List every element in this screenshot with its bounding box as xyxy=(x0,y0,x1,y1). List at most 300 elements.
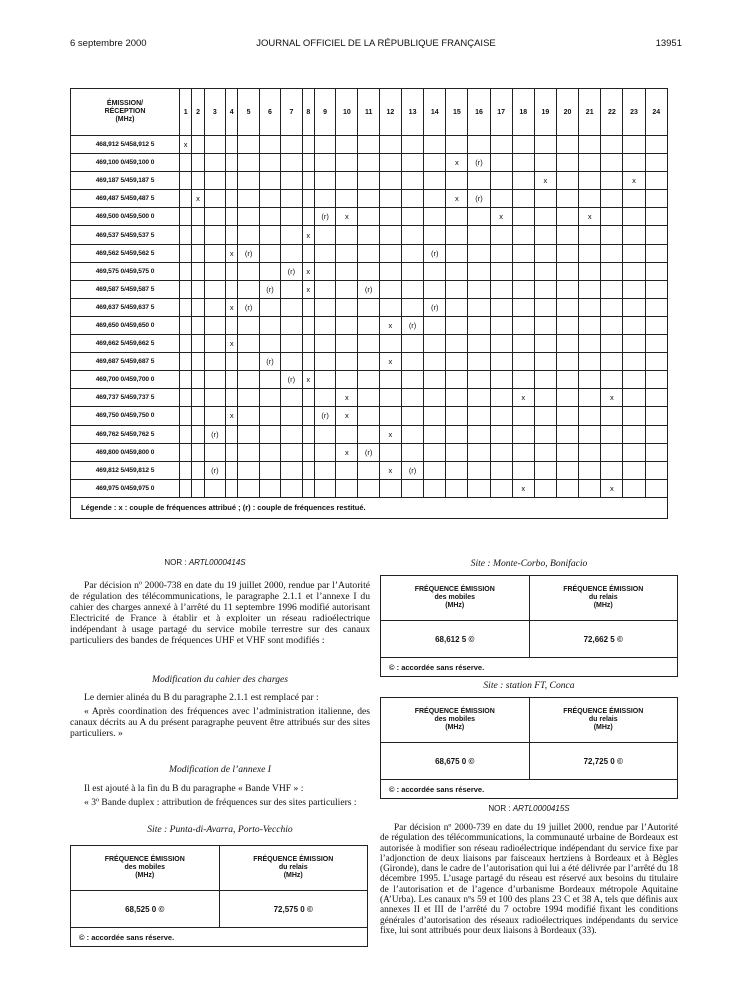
allocation-cell xyxy=(336,353,358,371)
relay-frequency-header xyxy=(529,576,678,621)
allocation-cell xyxy=(238,226,259,244)
frequency-pair: 469,100 0/459,100 0 xyxy=(71,154,180,172)
allocation-cell xyxy=(314,298,335,316)
allocation-cell xyxy=(302,172,314,190)
allocation-cell xyxy=(446,371,468,389)
frequency-pair: 469,500 0/459,500 0 xyxy=(71,208,180,226)
allocation-cell xyxy=(358,154,379,172)
allocation-cell xyxy=(623,262,645,280)
allocation-cell xyxy=(259,262,280,280)
allocation-cell xyxy=(601,353,623,371)
allocation-cell: (r) xyxy=(281,371,302,389)
allocation-cell xyxy=(238,407,259,425)
column-header: 18 xyxy=(512,89,534,136)
allocation-cell xyxy=(314,136,335,154)
allocation-cell xyxy=(281,226,302,244)
allocation-cell xyxy=(534,443,556,461)
allocation-cell xyxy=(358,389,379,407)
allocation-cell: x xyxy=(226,298,238,316)
allocation-cell xyxy=(579,226,601,244)
allocation-cell xyxy=(336,316,358,334)
allocation-cell xyxy=(281,425,302,443)
allocation-cell xyxy=(534,208,556,226)
allocation-cell xyxy=(468,425,490,443)
allocation-cell xyxy=(314,190,335,208)
allocation-cell xyxy=(204,316,225,334)
allocation-cell: (r) xyxy=(358,280,379,298)
allocation-cell xyxy=(468,407,490,425)
allocation-cell xyxy=(192,479,204,497)
frequency-pair: 469,650 0/459,650 0 xyxy=(71,316,180,334)
allocation-cell xyxy=(180,154,192,172)
allocation-cell xyxy=(579,244,601,262)
allocation-cell xyxy=(379,136,401,154)
allocation-cell xyxy=(204,353,225,371)
allocation-cell xyxy=(601,298,623,316)
site-frequency-table xyxy=(70,845,368,947)
allocation-cell xyxy=(468,461,490,479)
decision-paragraph: Par décision nº 2000-739 en date du 19 juillet 2000, rendue par l’Autorité de régulation des télécommunications, la communauté urbaine de Bordeaux est autorisée à modifier son réseau radioélectrique indépendant du service fixe par l’adjonction de deux liaisons par faisceaux hertziens à Bordeaux et à Bègles (Gironde), dans le cadre de l’autorisation qui lui a été délivrée par l’arrêté du 18 décembre 1995. L’usage partagé du réseau est réservé aux besoins du titulaire de l’autorisation et de l’agence d’urbanisme Bordeaux métropole Aquitaine (A’Urba). Les canaux nºs 59 et 100 des plans 23 C et 38 A, tels que définis aux annexes II et III de l’arrêté du 7 octobre 1994 modifié fixant les conditions générales d’autorisation des réseaux radioélectriques indépendants du service fixe, lui sont attribués pour deux liaisons à Bordeaux (33). xyxy=(380,823,678,936)
allocation-cell xyxy=(623,244,645,262)
allocation-cell xyxy=(204,244,225,262)
allocation-cell xyxy=(512,443,534,461)
allocation-cell xyxy=(424,371,446,389)
allocation-cell xyxy=(204,172,225,190)
allocation-cell xyxy=(204,298,225,316)
allocation-cell xyxy=(490,298,512,316)
allocation-cell xyxy=(358,316,379,334)
allocation-cell xyxy=(579,172,601,190)
allocation-cell: x xyxy=(512,479,534,497)
allocation-cell xyxy=(192,443,204,461)
allocation-cell xyxy=(556,371,578,389)
allocation-cell xyxy=(556,335,578,353)
header-journal-title: JOURNAL OFFICIEL DE LA RÉPUBLIQUE FRANÇAISE xyxy=(256,38,496,49)
allocation-cell xyxy=(192,136,204,154)
allocation-cell: x xyxy=(534,172,556,190)
allocation-cell xyxy=(579,190,601,208)
allocation-cell xyxy=(623,190,645,208)
allocation-cell xyxy=(379,190,401,208)
allocation-cell xyxy=(281,244,302,262)
allocation-cell xyxy=(645,298,667,316)
allocation-cell xyxy=(336,190,358,208)
allocation-cell xyxy=(490,154,512,172)
allocation-cell xyxy=(468,244,490,262)
frequency-pair: 469,562 5/459,562 5 xyxy=(71,244,180,262)
allocation-cell xyxy=(358,190,379,208)
column-header: 21 xyxy=(579,89,601,136)
allocation-cell: x xyxy=(336,443,358,461)
allocation-cell xyxy=(601,443,623,461)
allocation-cell xyxy=(204,407,225,425)
allocation-cell xyxy=(556,172,578,190)
allocation-cell xyxy=(259,226,280,244)
allocation-cell xyxy=(446,172,468,190)
allocation-cell xyxy=(204,154,225,172)
allocation-cell xyxy=(281,479,302,497)
allocation-cell xyxy=(512,461,534,479)
allocation-cell xyxy=(424,425,446,443)
allocation-cell xyxy=(579,389,601,407)
allocation-cell xyxy=(645,154,667,172)
column-header: 20 xyxy=(556,89,578,136)
allocation-cell xyxy=(579,371,601,389)
allocation-cell xyxy=(645,172,667,190)
allocation-cell xyxy=(314,280,335,298)
allocation-cell xyxy=(556,443,578,461)
allocation-cell xyxy=(358,262,379,280)
allocation-cell: x xyxy=(579,208,601,226)
allocation-cell xyxy=(379,154,401,172)
site-frequency-table xyxy=(380,697,678,799)
column-header: 2 xyxy=(192,89,204,136)
relay-frequency-value: 72,725 0 © xyxy=(529,743,678,780)
allocation-cell xyxy=(601,335,623,353)
allocation-cell xyxy=(314,425,335,443)
allocation-cell xyxy=(259,298,280,316)
allocation-cell xyxy=(314,244,335,262)
allocation-cell xyxy=(623,335,645,353)
relay-frequency-header xyxy=(529,698,678,743)
allocation-cell xyxy=(336,226,358,244)
table-header-row xyxy=(71,89,668,136)
allocation-cell xyxy=(238,172,259,190)
allocation-cell xyxy=(226,226,238,244)
allocation-cell xyxy=(379,226,401,244)
body-paragraph: Il est ajouté à la fin du B du paragraphe « Bande VHF » : xyxy=(84,783,304,794)
allocation-cell xyxy=(512,172,534,190)
allocation-cell xyxy=(238,262,259,280)
allocation-cell xyxy=(512,154,534,172)
allocation-cell xyxy=(259,172,280,190)
column-header: 24 xyxy=(645,89,667,136)
allocation-cell xyxy=(204,190,225,208)
allocation-cell xyxy=(402,262,424,280)
allocation-cell xyxy=(534,226,556,244)
allocation-cell xyxy=(623,371,645,389)
nor-code: ARTL0000414S xyxy=(188,558,246,567)
header-line: (MHz) xyxy=(445,602,465,609)
allocation-cell xyxy=(226,172,238,190)
allocation-cell: x xyxy=(226,244,238,262)
column-header: 15 xyxy=(446,89,468,136)
allocation-cell xyxy=(534,479,556,497)
allocation-cell xyxy=(336,262,358,280)
allocation-cell: x xyxy=(302,280,314,298)
allocation-cell xyxy=(302,154,314,172)
allocation-cell: (r) xyxy=(424,298,446,316)
allocation-cell xyxy=(424,443,446,461)
allocation-cell xyxy=(402,280,424,298)
allocation-cell xyxy=(336,172,358,190)
table-row xyxy=(71,298,668,316)
allocation-cell xyxy=(281,298,302,316)
allocation-cell xyxy=(512,190,534,208)
allocation-cell xyxy=(490,172,512,190)
allocation-cell xyxy=(204,136,225,154)
column-header: 11 xyxy=(358,89,379,136)
allocation-cell xyxy=(281,154,302,172)
allocation-cell xyxy=(645,244,667,262)
allocation-cell xyxy=(534,244,556,262)
frequency-allocation-table xyxy=(70,88,668,519)
allocation-cell xyxy=(226,208,238,226)
allocation-cell xyxy=(579,443,601,461)
allocation-cell xyxy=(358,136,379,154)
allocation-cell xyxy=(238,479,259,497)
allocation-cell xyxy=(402,425,424,443)
allocation-cell xyxy=(192,425,204,443)
allocation-cell xyxy=(645,280,667,298)
allocation-cell xyxy=(180,190,192,208)
allocation-cell xyxy=(238,280,259,298)
allocation-cell: (r) xyxy=(259,353,280,371)
allocation-cell xyxy=(645,407,667,425)
allocation-cell xyxy=(259,154,280,172)
allocation-cell xyxy=(645,443,667,461)
allocation-cell xyxy=(314,371,335,389)
column-header: 3 xyxy=(204,89,225,136)
allocation-cell xyxy=(446,389,468,407)
allocation-cell xyxy=(490,190,512,208)
allocation-cell xyxy=(238,316,259,334)
allocation-cell xyxy=(358,244,379,262)
allocation-cell xyxy=(402,335,424,353)
allocation-cell xyxy=(645,389,667,407)
column-header: 9 xyxy=(314,89,335,136)
allocation-cell xyxy=(490,425,512,443)
allocation-cell xyxy=(446,479,468,497)
allocation-cell xyxy=(238,461,259,479)
allocation-cell xyxy=(424,335,446,353)
allocation-cell xyxy=(336,371,358,389)
allocation-cell xyxy=(468,335,490,353)
site-caption: Site : Monte-Corbo, Bonifacio xyxy=(470,558,588,569)
header-line: des mobiles xyxy=(124,864,165,871)
allocation-cell xyxy=(512,353,534,371)
allocation-cell xyxy=(226,190,238,208)
allocation-cell xyxy=(180,262,192,280)
allocation-cell xyxy=(601,461,623,479)
decision-paragraph: Par décision nº 2000-738 en date du 19 juillet 2000, rendue par l’Autorité de régulation des télécommunications, le paragraphe 2.1.1 et l’annexe I du cahier des charges annexé à l’arrêté du 11 septembre 1996 modifié autorisant Electricité de France à établir et à exploiter un réseau radioélectrique indépendant à usage partagé du service mobile terrestre sur des canaux particuliers des bandes de fréquences UHF et VHF sont modifiés : xyxy=(70,580,370,646)
allocation-cell xyxy=(490,389,512,407)
allocation-cell xyxy=(556,280,578,298)
table-row xyxy=(71,389,668,407)
allocation-cell xyxy=(534,316,556,334)
table-row xyxy=(71,407,668,425)
allocation-cell xyxy=(226,389,238,407)
allocation-cell xyxy=(379,244,401,262)
column-header: 8 xyxy=(302,89,314,136)
allocation-cell xyxy=(424,316,446,334)
mobile-frequency-header xyxy=(381,698,530,743)
allocation-cell: x xyxy=(512,389,534,407)
allocation-cell xyxy=(579,461,601,479)
header-date: 6 septembre 2000 xyxy=(70,38,147,49)
allocation-cell xyxy=(358,407,379,425)
allocation-cell xyxy=(424,208,446,226)
allocation-cell xyxy=(192,280,204,298)
allocation-cell xyxy=(402,190,424,208)
allocation-cell xyxy=(446,407,468,425)
allocation-cell xyxy=(402,298,424,316)
allocation-cell: x xyxy=(302,262,314,280)
header-line: des mobiles xyxy=(434,594,475,601)
allocation-cell xyxy=(226,425,238,443)
body-paragraph: Le dernier alinéa du B du paragraphe 2.1.1 est remplacé par : xyxy=(84,692,319,703)
allocation-cell xyxy=(238,154,259,172)
site-frequency-table xyxy=(380,575,678,677)
allocation-cell xyxy=(534,407,556,425)
allocation-cell xyxy=(379,479,401,497)
allocation-cell xyxy=(281,280,302,298)
allocation-cell xyxy=(226,262,238,280)
allocation-cell xyxy=(302,479,314,497)
header-line: (MHz) xyxy=(283,872,303,879)
allocation-cell xyxy=(490,353,512,371)
allocation-cell xyxy=(601,226,623,244)
allocation-cell: x xyxy=(490,208,512,226)
allocation-cell xyxy=(468,443,490,461)
relay-frequency-value: 72,662 5 © xyxy=(529,621,678,658)
body-paragraph: « Après coordination des fréquences avec l’administration italienne, des canaux décrits au A du présent paragraphe peuvent être attribués sur des sites particuliers. » xyxy=(70,706,370,739)
body-paragraph: « 3º Bande duplex : attribution de fréquences sur des sites particuliers : xyxy=(84,797,357,808)
allocation-cell xyxy=(358,298,379,316)
allocation-cell xyxy=(645,262,667,280)
table-row xyxy=(71,443,668,461)
header-line: (MHz) xyxy=(445,724,465,731)
frequency-pair: 469,762 5/459,762 5 xyxy=(71,425,180,443)
allocation-cell xyxy=(601,208,623,226)
allocation-cell xyxy=(424,262,446,280)
nor-label: NOR : xyxy=(164,558,187,567)
allocation-cell xyxy=(601,262,623,280)
allocation-cell xyxy=(623,353,645,371)
allocation-cell xyxy=(446,208,468,226)
allocation-cell xyxy=(259,136,280,154)
allocation-cell xyxy=(180,425,192,443)
allocation-cell xyxy=(192,244,204,262)
allocation-cell xyxy=(601,425,623,443)
mobile-frequency-header xyxy=(381,576,530,621)
header-page-number: 13951 xyxy=(655,38,682,49)
frequency-pair: 469,687 5/459,687 5 xyxy=(71,353,180,371)
allocation-cell xyxy=(446,425,468,443)
allocation-cell: (r) xyxy=(281,262,302,280)
allocation-cell xyxy=(534,425,556,443)
allocation-cell xyxy=(512,136,534,154)
allocation-cell xyxy=(336,425,358,443)
allocation-cell xyxy=(446,353,468,371)
allocation-cell xyxy=(379,262,401,280)
allocation-cell xyxy=(424,407,446,425)
allocation-cell xyxy=(579,353,601,371)
allocation-cell xyxy=(281,208,302,226)
allocation-cell xyxy=(180,461,192,479)
allocation-cell xyxy=(534,461,556,479)
allocation-cell xyxy=(424,353,446,371)
allocation-cell xyxy=(579,280,601,298)
allocation-cell xyxy=(226,316,238,334)
header-line: RÉCEPTION xyxy=(104,108,146,115)
table-note: © : accordée sans réserve. xyxy=(71,928,368,947)
allocation-cell xyxy=(534,280,556,298)
allocation-cell xyxy=(402,371,424,389)
table-row xyxy=(71,353,668,371)
nor-reference xyxy=(70,558,340,567)
table-legend: Légende : x : couple de fréquences attribué ; (r) : couple de fréquences restitué. xyxy=(71,497,668,518)
allocation-cell xyxy=(358,479,379,497)
allocation-cell xyxy=(281,335,302,353)
allocation-cell xyxy=(379,298,401,316)
allocation-cell xyxy=(192,461,204,479)
allocation-cell xyxy=(358,461,379,479)
allocation-cell: (r) xyxy=(402,461,424,479)
allocation-cell xyxy=(379,172,401,190)
allocation-cell xyxy=(204,335,225,353)
allocation-cell xyxy=(623,479,645,497)
allocation-cell xyxy=(281,136,302,154)
table-row xyxy=(71,479,668,497)
allocation-cell xyxy=(490,280,512,298)
header-line: (MHz) xyxy=(135,872,155,879)
allocation-cell xyxy=(192,389,204,407)
allocation-cell xyxy=(204,389,225,407)
allocation-cell xyxy=(424,280,446,298)
allocation-cell xyxy=(446,280,468,298)
allocation-cell xyxy=(281,443,302,461)
allocation-cell xyxy=(468,226,490,244)
allocation-cell xyxy=(379,335,401,353)
allocation-cell xyxy=(314,443,335,461)
allocation-cell xyxy=(192,154,204,172)
allocation-cell xyxy=(468,353,490,371)
allocation-cell: x xyxy=(446,154,468,172)
allocation-cell xyxy=(226,371,238,389)
allocation-cell xyxy=(556,479,578,497)
allocation-cell: x xyxy=(379,461,401,479)
allocation-cell xyxy=(281,316,302,334)
allocation-cell: x xyxy=(302,226,314,244)
column-header: 10 xyxy=(336,89,358,136)
allocation-cell xyxy=(556,353,578,371)
nor-label: NOR : xyxy=(488,804,511,813)
allocation-cell xyxy=(534,136,556,154)
allocation-cell xyxy=(601,407,623,425)
allocation-cell xyxy=(623,407,645,425)
allocation-cell xyxy=(259,461,280,479)
allocation-cell xyxy=(192,208,204,226)
allocation-cell xyxy=(314,172,335,190)
allocation-cell xyxy=(468,208,490,226)
allocation-cell xyxy=(192,407,204,425)
allocation-cell xyxy=(556,226,578,244)
site-caption: Site : Punta-di-Avarra, Porto-Vecchio xyxy=(147,824,293,835)
allocation-cell xyxy=(238,425,259,443)
allocation-cell xyxy=(446,244,468,262)
allocation-cell xyxy=(623,425,645,443)
allocation-cell xyxy=(645,190,667,208)
frequency-pair: 469,737 5/459,737 5 xyxy=(71,389,180,407)
allocation-cell xyxy=(534,389,556,407)
table-row xyxy=(71,461,668,479)
allocation-cell xyxy=(259,190,280,208)
allocation-cell xyxy=(402,479,424,497)
column-header: 4 xyxy=(226,89,238,136)
allocation-cell xyxy=(446,443,468,461)
mobile-frequency-header xyxy=(71,846,220,891)
